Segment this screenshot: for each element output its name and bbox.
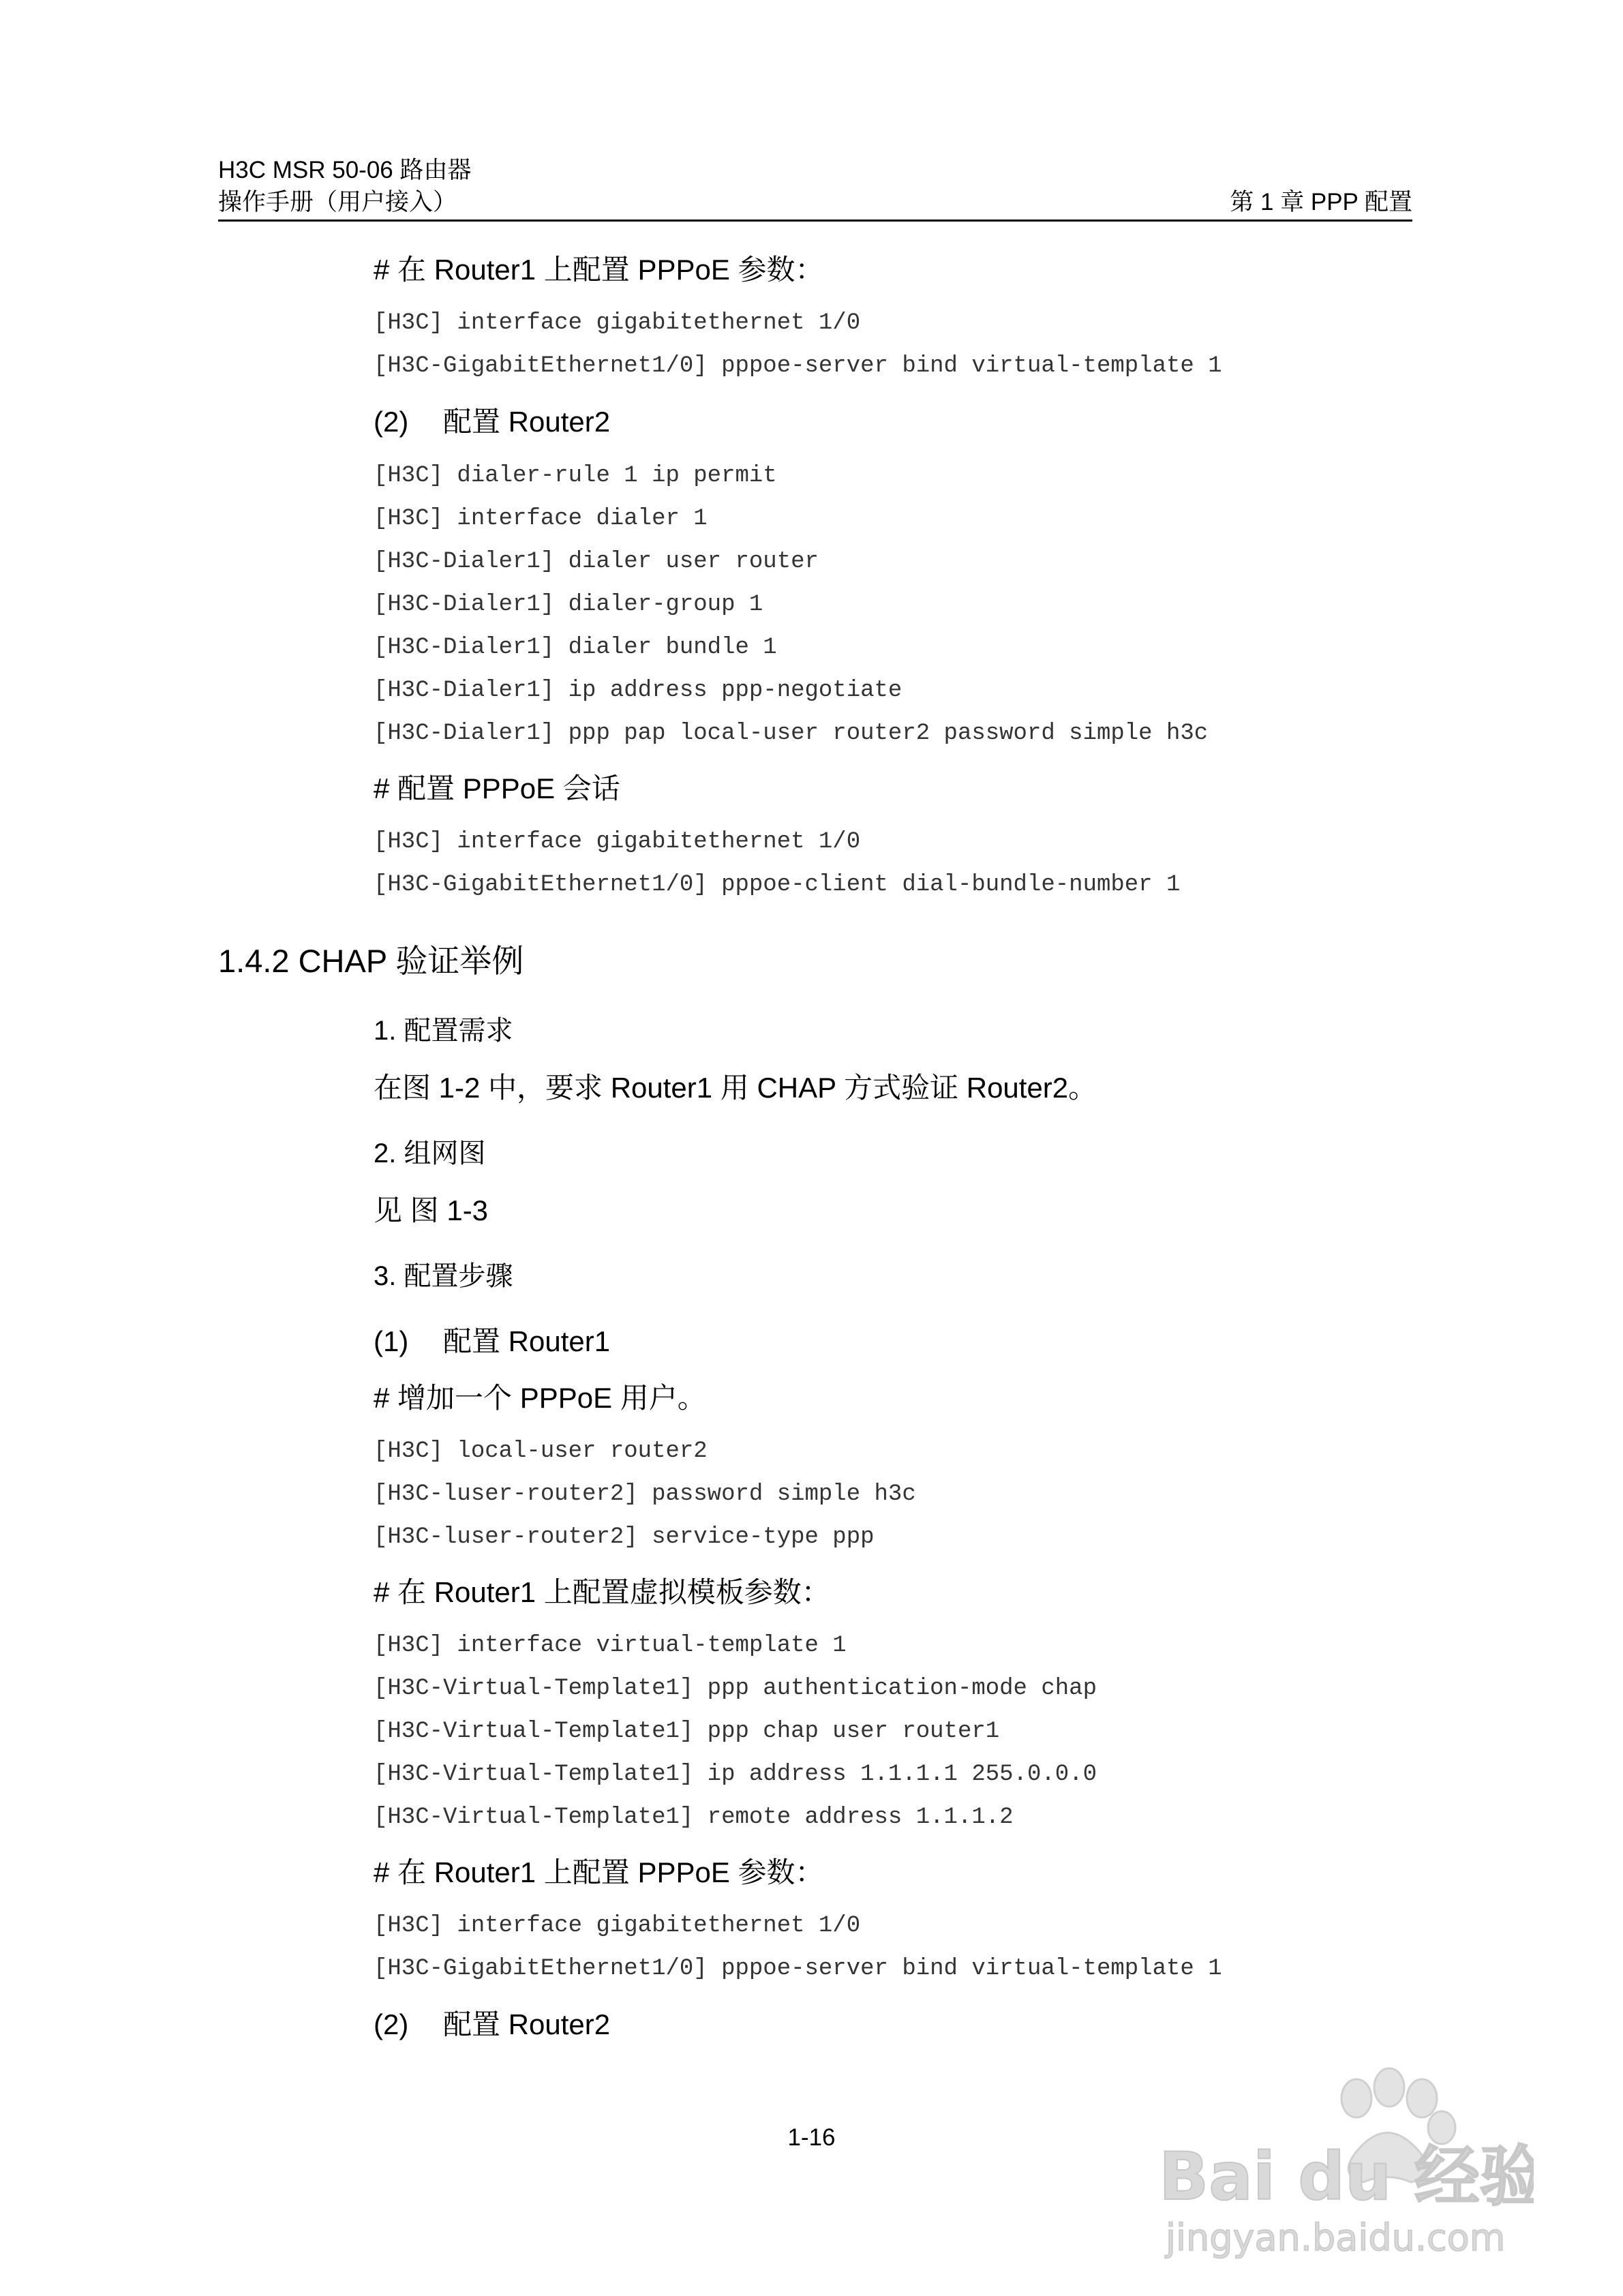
step-label: 配置 Router2	[443, 406, 611, 438]
header-manual: 操作手册（用户接入）	[218, 189, 457, 215]
code-block	[374, 821, 1416, 907]
step-number: (2)	[374, 406, 409, 438]
code-block	[374, 1625, 1416, 1839]
code-block	[374, 302, 1416, 388]
code-line: [H3C-Dialer1] dialer bundle 1	[374, 635, 777, 661]
code-block	[374, 455, 1416, 755]
header-divider	[218, 220, 1412, 222]
code-block	[374, 1430, 1416, 1559]
config-blocks-router-pap	[374, 242, 1416, 907]
code-line: [H3C-GigabitEthernet1/0] pppoe-client dial-bundle-number 1	[374, 872, 1181, 898]
step-item	[374, 1996, 1416, 2053]
code-line: [H3C-Virtual-Template1] ppp chap user router1	[374, 1719, 1000, 1744]
code-line: [H3C-Dialer1] ppp pap local-user router2 password simple h3c	[374, 721, 1209, 746]
step-number: (2)	[374, 2008, 409, 2040]
step-number: (1)	[374, 1325, 409, 1357]
baidu-watermark	[1152, 2056, 1534, 2261]
code-line: [H3C-GigabitEthernet1/0] pppoe-server bind virtual-template 1	[374, 353, 1222, 379]
step-item	[374, 1313, 1416, 1370]
comment-text: # 在 Router1 上配置 PPPoE 参数：	[374, 1856, 824, 1888]
code-line: [H3C-GigabitEthernet1/0] pppoe-server bind virtual-template 1	[374, 1956, 1222, 1982]
config-steps-heading: 3. 配置步骤	[374, 1261, 513, 1291]
code-line: [H3C-luser-router2] password simple h3c	[374, 1481, 916, 1507]
code-line: [H3C] dialer-rule 1 ip permit	[374, 463, 777, 489]
comment-text: # 在 Router1 上配置虚拟模板参数：	[374, 1576, 830, 1608]
requirements-heading: 1. 配置需求	[374, 1016, 513, 1046]
network-diagram-heading: 2. 组网图	[374, 1138, 486, 1168]
watermark-url: jingyan.baidu.com	[1166, 2216, 1506, 2259]
code-line: [H3C] interface dialer 1	[374, 506, 708, 532]
comment-text: # 配置 PPPoE 会话	[374, 772, 620, 804]
step-label: 配置 Router2	[443, 2008, 611, 2040]
paw-icon	[1152, 2056, 1534, 2261]
header-chapter: 第 1 章 PPP 配置	[1230, 189, 1412, 215]
comment-text: # 在 Router1 上配置 PPPoE 参数：	[374, 254, 824, 286]
watermark-brand: Bai du 经验	[1159, 2139, 1534, 2215]
code-line: [H3C] interface gigabitethernet 1/0	[374, 829, 861, 855]
page-content	[218, 242, 1416, 2053]
code-line: [H3C] interface gigabitethernet 1/0	[374, 310, 861, 336]
comment-text: # 增加一个 PPPoE 用户。	[374, 1382, 706, 1414]
code-line: [H3C-Virtual-Template1] remote address 1.1.1.2	[374, 1804, 1014, 1830]
code-line: [H3C] local-user router2	[374, 1438, 708, 1464]
config-blocks-chap	[374, 1313, 1416, 2053]
step-label: 配置 Router1	[443, 1325, 611, 1357]
code-block	[374, 1905, 1416, 1991]
code-line: [H3C] interface gigabitethernet 1/0	[374, 1913, 861, 1939]
code-line: [H3C-Dialer1] dialer-group 1	[374, 592, 763, 618]
page-header-left	[218, 154, 471, 218]
network-diagram-text: 见 图 1-3	[374, 1194, 489, 1226]
code-line: [H3C-Dialer1] ip address ppp-negotiate	[374, 678, 902, 704]
section-title: 1.4.2 CHAP 验证举例	[218, 943, 524, 979]
code-line: [H3C-Virtual-Template1] ip address 1.1.1.1 255.0.0.0	[374, 1762, 1097, 1787]
code-line: [H3C-luser-router2] service-type ppp	[374, 1524, 875, 1550]
page-number: 1-16	[787, 2124, 836, 2151]
header-product: H3C MSR 50-06 路由器	[218, 157, 472, 183]
requirements-text: 在图 1-2 中，要求 Router1 用 CHAP 方式验证 Router2。	[374, 1072, 1097, 1104]
step-item	[374, 393, 1416, 451]
code-line: [H3C-Dialer1] dialer user router	[374, 549, 819, 575]
code-line: [H3C-Virtual-Template1] ppp authentication-mode chap	[374, 1676, 1097, 1702]
code-line: [H3C] interface virtual-template 1	[374, 1633, 847, 1659]
